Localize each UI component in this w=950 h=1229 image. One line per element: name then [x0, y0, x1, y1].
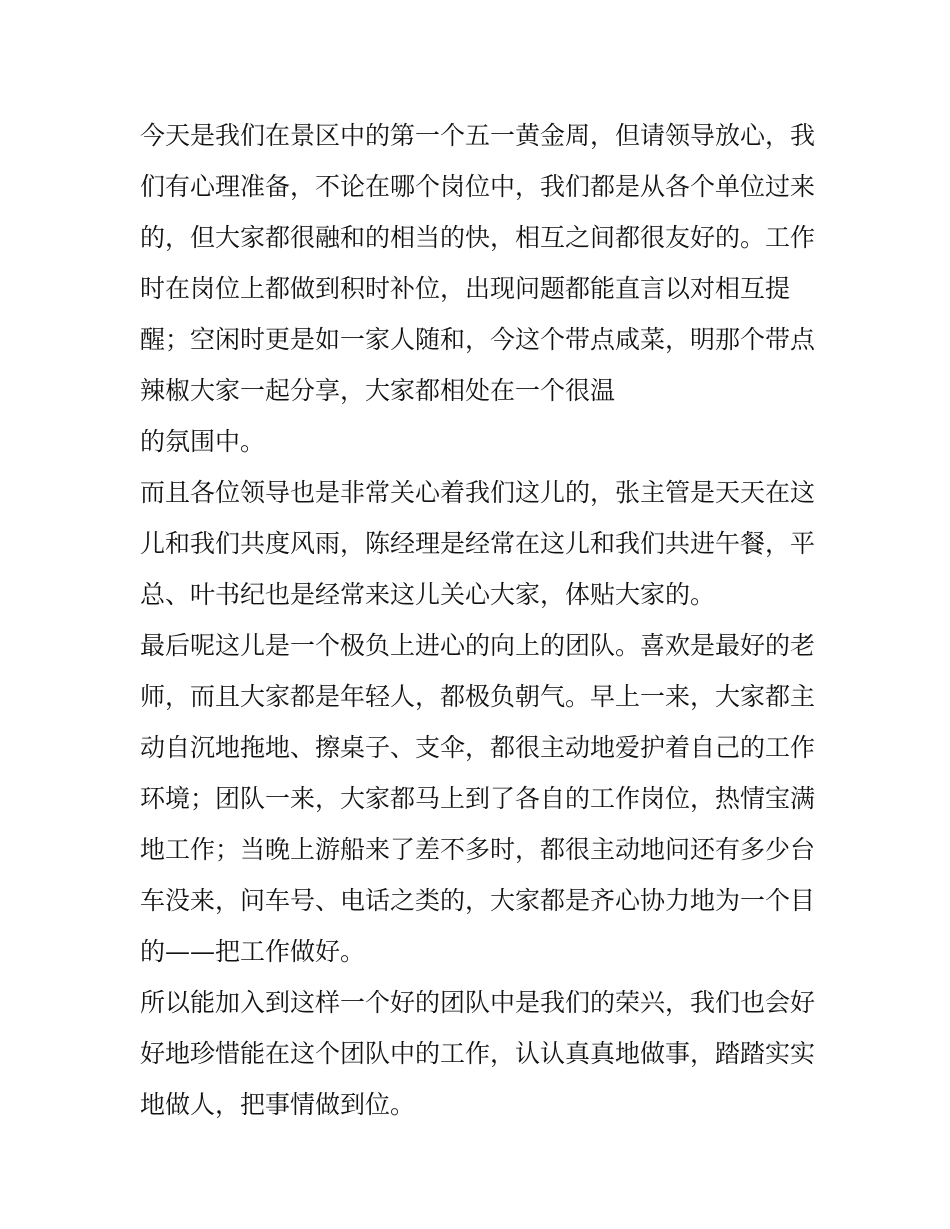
text-line: 儿和我们共度风雨，陈经理是经常在这儿和我们共进午餐，平	[140, 529, 816, 558]
body-text	[140, 110, 830, 1130]
text-line: 车没来，问车号、电话之类的，大家都是齐心协力地为一个目	[140, 886, 816, 915]
text-line: 环境；团队一来，大家都马上到了各自的工作岗位，热情宝满	[140, 784, 816, 813]
text-line: 的氛围中。	[140, 427, 266, 456]
text-line: 好地珍惜能在这个团队中的工作，认认真真地做事，踏踏实实	[140, 1039, 816, 1068]
text-line: 地工作；当晚上游船来了差不多时，都很主动地问还有多少台	[140, 835, 816, 864]
text-line: 醒；空闲时更是如一家人随和，今这个带点咸菜，明那个带点	[140, 325, 816, 354]
text-line: 所以能加入到这样一个好的团队中是我们的荣兴，我们也会好	[140, 988, 816, 1017]
text-line: 今天是我们在景区中的第一个五一黄金周，但请领导放心，我	[140, 121, 816, 150]
text-line: 师，而且大家都是年轻人，都极负朝气。早上一来，大家都主	[140, 682, 816, 711]
text-line: 地做人，把事情做到位。	[140, 1090, 416, 1119]
text-line: 总、叶书纪也是经常来这儿关心大家，体贴大家的。	[140, 580, 716, 609]
text-line: 们有心理准备，不论在哪个岗位中，我们都是从各个单位过来	[140, 172, 816, 201]
text-line: 最后呢这儿是一个极负上进心的向上的团队。喜欢是最好的老	[140, 631, 816, 660]
text-line: 动自沉地拖地、擦桌子、支伞，都很主动地爱护着自己的工作	[140, 733, 816, 762]
text-line: 时在岗位上都做到积时补位，出现问题都能直言以对相互提	[140, 274, 791, 303]
text-line: 的，但大家都很融和的相当的快，相互之间都很友好的。工作	[140, 223, 816, 252]
text-line: 的——把工作做好。	[140, 937, 366, 966]
text-line: 而且各位领导也是非常关心着我们这儿的，张主管是天天在这	[140, 478, 816, 507]
text-line: 辣椒大家一起分享，大家都相处在一个很温	[140, 376, 616, 405]
